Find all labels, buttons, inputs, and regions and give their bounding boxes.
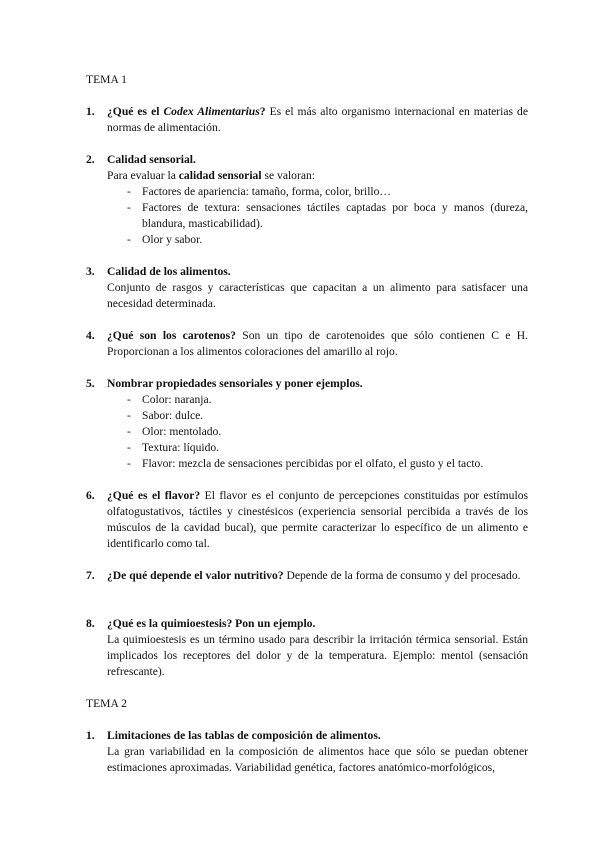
question-item-3 bbox=[86, 264, 528, 312]
item-number: 8. bbox=[86, 617, 95, 630]
question-item-1 bbox=[86, 104, 528, 136]
dash-list bbox=[107, 392, 528, 472]
question-item-5 bbox=[86, 376, 528, 472]
question-label: ¿Qué son los carotenos? bbox=[107, 329, 236, 342]
item-text bbox=[107, 568, 528, 584]
item-number: 4. bbox=[86, 329, 95, 342]
section-heading-tema-1: TEMA 1 bbox=[86, 73, 127, 86]
item-title: Nombrar propiedades sensoriales y poner ejemplos. bbox=[107, 377, 363, 390]
answer-text: Conjunto de rasgos y características que capacitan a un alimento para satisfacer una necesidad determinada. bbox=[107, 281, 528, 310]
item-number: 6. bbox=[86, 489, 95, 502]
item-number: 5. bbox=[86, 377, 95, 390]
item-text bbox=[107, 328, 528, 360]
question-italic: Codex Alimentarius bbox=[163, 105, 260, 118]
dash-list bbox=[107, 184, 528, 248]
question-label: ¿De qué depende el valor nutritivo? bbox=[107, 569, 284, 582]
list-item: - Olor y sabor. bbox=[127, 233, 203, 246]
question-item-4 bbox=[86, 328, 528, 360]
item-title: Limitaciones de las tablas de composición de alimentos. bbox=[107, 729, 381, 742]
list-item: - Factores de textura: sensaciones táctiles captadas por boca y manos (dureza, blandura, masticabilidad). bbox=[127, 201, 528, 230]
item-number: 1. bbox=[86, 105, 95, 118]
answer-text: La quimioestesis es un término usado para describir la irritación térmica sensorial. Están implicados los receptores del dolor y de la temperatura. Ejemplo: mentol (sensación refrescante). bbox=[107, 633, 528, 678]
question-label: ¿Qué es el flavor? bbox=[107, 489, 201, 502]
section-heading-tema-2: TEMA 2 bbox=[86, 697, 127, 710]
list-item: - Flavor: mezcla de sensaciones percibidas por el olfato, el gusto y el tacto. bbox=[127, 457, 484, 470]
item-intro: Para evaluar la calidad sensorial se valoran: bbox=[107, 169, 316, 182]
item-title: ¿Qué es la quimioestesis? Pon un ejemplo. bbox=[107, 617, 316, 630]
item-title: Calidad sensorial. bbox=[107, 153, 196, 166]
answer-text: Es el más alto organismo internacional en materias de normas de alimentación. bbox=[107, 105, 528, 134]
question-item-7 bbox=[86, 568, 528, 584]
list-item: - Factores de apariencia: tamaño, forma, color, brillo… bbox=[127, 185, 392, 198]
answer-text: Depende de la forma de consumo y del procesado. bbox=[283, 569, 521, 582]
item-number: 2. bbox=[86, 153, 95, 166]
question-item-6 bbox=[86, 488, 528, 552]
question-item-2 bbox=[86, 152, 528, 248]
question-item-tema2-1 bbox=[86, 728, 528, 776]
list-item: - Olor: mentolado. bbox=[127, 425, 222, 438]
item-number: 1. bbox=[86, 729, 95, 742]
item-number: 3. bbox=[86, 265, 95, 278]
item-number: 7. bbox=[86, 569, 95, 582]
list-item: - Sabor: dulce. bbox=[127, 409, 204, 422]
answer-text: La gran variabilidad en la composición de alimentos hace que sólo se puedan obtener estimaciones aproximadas. Variabilidad genética, factores anatómico-morfológicos, bbox=[107, 745, 528, 774]
list-item: - Color: naranja. bbox=[127, 393, 212, 406]
item-text bbox=[107, 488, 528, 552]
question-end: ? bbox=[259, 105, 266, 118]
item-text bbox=[107, 104, 528, 136]
answer-text: El flavor es el conjunto de percepciones constituidas por estímulos olfatogustativos, táctiles y cinestésicos (experiencia sensorial percibida a través de los músculos de la cavidad bucal), que permite caracterizar lo específico de un alimento e identificarlo como tal. bbox=[107, 489, 529, 550]
question-item-8 bbox=[86, 616, 528, 680]
question-label: ¿Qué es el bbox=[107, 105, 164, 118]
list-item: - Textura: líquido. bbox=[127, 441, 220, 454]
item-title: Calidad de los alimentos. bbox=[107, 265, 231, 278]
answer-text: Son un tipo de carotenoides que sólo contienen C e H. Proporcionan a los alimentos coloraciones del amarillo al rojo. bbox=[107, 329, 528, 358]
